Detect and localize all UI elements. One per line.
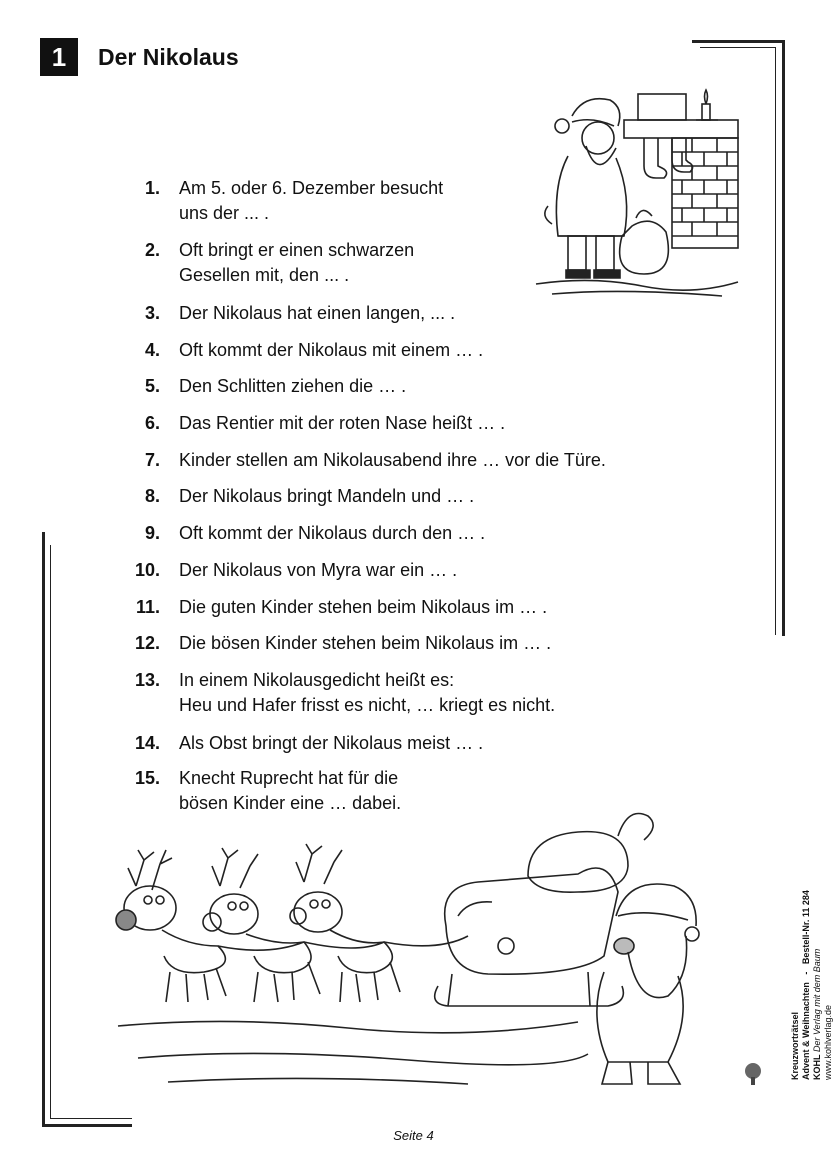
- clue-number: 1.: [144, 178, 160, 198]
- clue-number: 6.: [144, 413, 160, 433]
- clue-text: Gesellen mit, den ... .: [179, 265, 350, 285]
- clue-text: uns der ... .: [179, 203, 270, 223]
- publisher-name: KOHL: [812, 1054, 822, 1080]
- product-title: Kreuzworträtsel: [790, 1011, 800, 1080]
- page-title: Der Nikolaus: [98, 44, 239, 70]
- clue-text: Die guten Kinder stehen beim Nikolaus im … .: [179, 597, 548, 617]
- clue-number: 5.: [144, 376, 160, 396]
- clue-number: 2.: [144, 240, 160, 260]
- clue-text: Als Obst bringt der Nikolaus meist … .: [179, 733, 484, 753]
- clue-text: Oft kommt der Nikolaus durch den … .: [179, 523, 486, 543]
- clue-text: Der Nikolaus bringt Mandeln und … .: [179, 486, 475, 506]
- clue-number: 3.: [144, 303, 160, 323]
- frame-bottom-line-1: [42, 1124, 132, 1127]
- clue-number: 12.: [134, 633, 160, 653]
- frame-left-line-2: [50, 545, 51, 1119]
- clue-text: Heu und Hafer frisst es nicht, … kriegt es nicht.: [179, 695, 556, 715]
- exercise-number: 1: [51, 41, 67, 72]
- reindeer-sleigh-illustration: [108, 796, 720, 1096]
- clue-text: Kinder stellen am Nikolausabend ihre … vor die Türe.: [179, 450, 606, 470]
- clue-number: 8.: [144, 486, 160, 506]
- clue-text: Den Schlitten ziehen die … .: [179, 376, 407, 396]
- clue-number: 13.: [134, 670, 160, 690]
- clue-number: 9.: [144, 523, 160, 543]
- publisher-tagline: Der Verlag mit dem Baum: [812, 948, 822, 1052]
- clue-text: In einem Nikolausgedicht heißt es:: [179, 670, 455, 690]
- clue-text: Am 5. oder 6. Dezember besucht: [179, 178, 444, 198]
- order-number: Bestell-Nr. 11 284: [801, 890, 811, 965]
- clue-text: Der Nikolaus hat einen langen, ... .: [179, 303, 456, 323]
- clue-number: 7.: [144, 450, 160, 470]
- publisher-side-info: [790, 890, 834, 1080]
- clue-text: Knecht Ruprecht hat für die: [179, 768, 399, 788]
- clue-text: Die bösen Kinder stehen beim Nikolaus im … .: [179, 633, 552, 653]
- clue-text: Oft kommt der Nikolaus mit einem … .: [179, 340, 484, 360]
- frame-top-line-1: [692, 40, 784, 43]
- frame-top-line-2: [700, 47, 776, 48]
- tree-logo-icon: [742, 1062, 764, 1086]
- clue-text: Das Rentier mit der roten Nase heißt … .: [179, 413, 506, 433]
- publisher-website: www.kohlverlag.de: [823, 1004, 833, 1080]
- clue-number: 14.: [134, 733, 160, 753]
- side-separator: -: [801, 971, 811, 975]
- frame-right-line-1: [782, 40, 785, 636]
- exercise-number-badge: [40, 38, 78, 76]
- clue-text: Oft bringt er einen schwarzen: [179, 240, 415, 260]
- clue-number: 4.: [144, 340, 160, 360]
- clue-number: 10.: [134, 560, 160, 580]
- product-subtitle: Advent & Weihnachten: [801, 982, 811, 1080]
- clue-text: bösen Kinder eine … dabei.: [179, 793, 402, 813]
- santa-fireplace-illustration: [532, 86, 744, 300]
- clue-text: Der Nikolaus von Myra war ein … .: [179, 560, 458, 580]
- frame-right-line-2: [775, 47, 776, 635]
- page-number: Seite 4: [393, 1128, 434, 1143]
- clue-number: 11.: [135, 597, 160, 617]
- frame-left-line-1: [42, 532, 45, 1126]
- frame-bottom-line-2: [50, 1118, 132, 1119]
- clue-number: 15.: [134, 768, 160, 788]
